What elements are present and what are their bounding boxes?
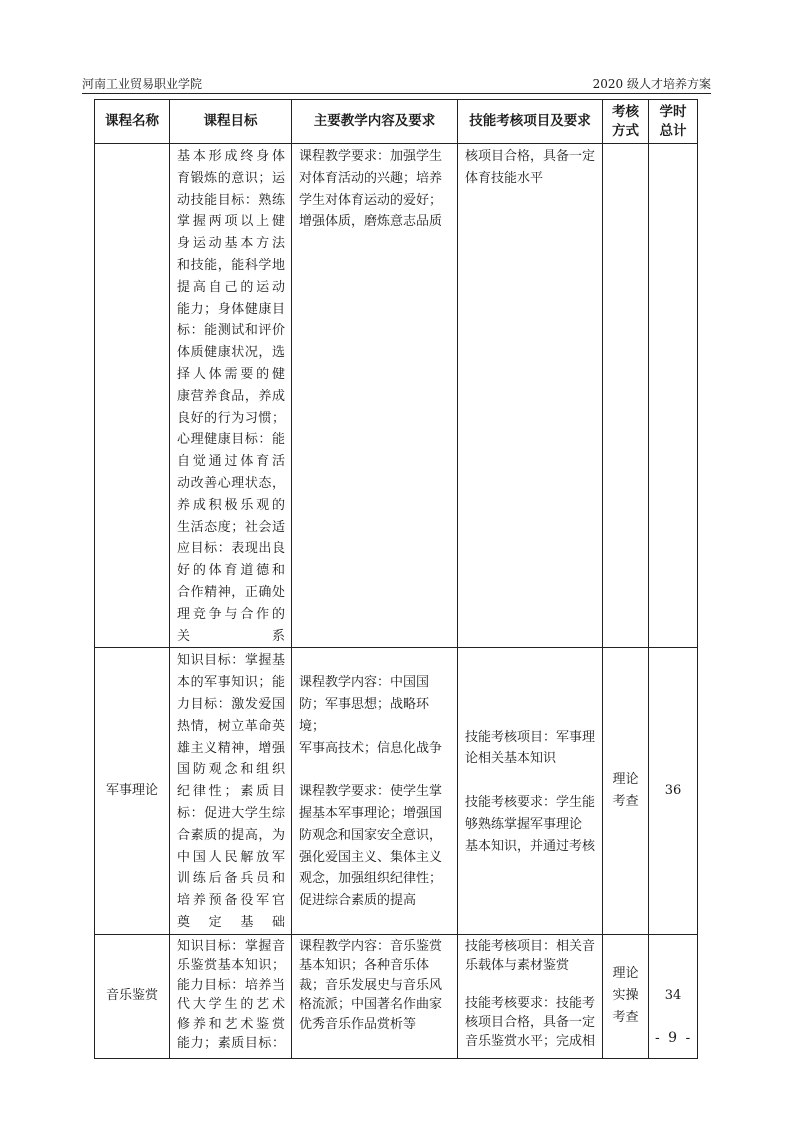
course-hours: 34 [649, 934, 698, 1058]
course-skills: 技能考核项目：军事理 论相关基本知识 技能考核要求：学生能 够熟练掌握军事理论 基本知识，并通过考核 [465, 729, 596, 854]
col-header-content: 主要教学内容及要求 [292, 100, 458, 144]
course-name: 音乐鉴赏 [95, 934, 170, 1058]
col-header-course-name: 课程名称 [95, 100, 170, 144]
header-doc-title: 2020 级人才培养方案 [592, 77, 711, 91]
col-header-assessment: 考核 方式 [603, 100, 649, 144]
course-objectives: 基本形成终身体 育锻炼的意识；运 动技能目标：熟练 掌握两项以上健 身运动基本方法 和技能，能科学地 提高自己的运动 能力；身体健康目 标：能测试和评价 体质健康状况，选 择人体需要的健 康营养食品，养成 良好的行为习惯； 心理健康目标：能 自觉通过体育活 动改善心理状态， 养成积极乐观的 生活态度；社会适 应目标：表现出良 好的体育道德和 合作精神，正确处 理竞争与合作的 关系 [177, 149, 285, 644]
table-header-row [95, 100, 698, 144]
course-name [95, 144, 170, 648]
course-content: 课程教学内容：中国国 防；军事思想；战略环境； 军事高技术；信息化战争 课程教学要求：使学生掌 握基本军事理论；增强国 防观念和国家安全意识， 强化爱国主义、集体主义 观念，加强组织纪律性； 促进综合素质的提高 [299, 675, 443, 909]
curriculum-table [94, 99, 698, 1059]
course-skills: 核项目合格，具备一定 体育技能水平 [465, 149, 596, 186]
table-row [95, 934, 698, 1058]
course-hours: 36 [649, 648, 698, 934]
course-skills: 技能考核项目：相关音 乐载体与素材鉴赏 技能考核要求：技能考 核项目合格，具备一定 音乐鉴赏水平；完成相 [465, 938, 596, 1049]
course-name: 军事理论 [95, 648, 170, 934]
course-content: 课程教学要求：加强学生 对体育活动的兴趣；培养 学生对体育运动的爱好； 增强体质，磨炼意志品质 [299, 149, 443, 230]
course-content: 课程教学内容：音乐鉴赏 基本知识；各种音乐体 裁；音乐发展史与音乐风 格流派；中国著名作曲家 优秀音乐作品赏析等 [299, 938, 443, 1032]
col-header-skills: 技能考核项目及要求 [458, 100, 603, 144]
course-objectives: 知识目标：掌握音 乐鉴赏基本知识； 能力目标：培养当 代大学生的艺术 修养和艺术鉴赏 能力；素质目标： [177, 938, 285, 1052]
table-row [95, 648, 698, 934]
course-hours [649, 144, 698, 648]
header-rule [82, 93, 711, 94]
course-assessment: 理论 考查 [603, 648, 649, 934]
course-assessment: 理论 实操 考查 [603, 934, 649, 1058]
col-header-hours: 学时 总计 [649, 100, 698, 144]
course-objectives: 知识目标：掌握基 本的军事知识；能 力目标：激发爱国 热情，树立革命英 雄主义精神，增强 国防观念和组织 纪律性；素质目 标：促进大学生综 合素质的提高，为 中国人民解放军 训练后备兵员和 培养预备役军官 奠定基础 [177, 653, 285, 930]
course-assessment [603, 144, 649, 648]
page-number: - 9 - [655, 1030, 693, 1046]
table-row [95, 144, 698, 648]
col-header-objectives: 课程目标 [170, 100, 292, 144]
header-institution: 河南工业贸易职业学院 [82, 77, 203, 91]
